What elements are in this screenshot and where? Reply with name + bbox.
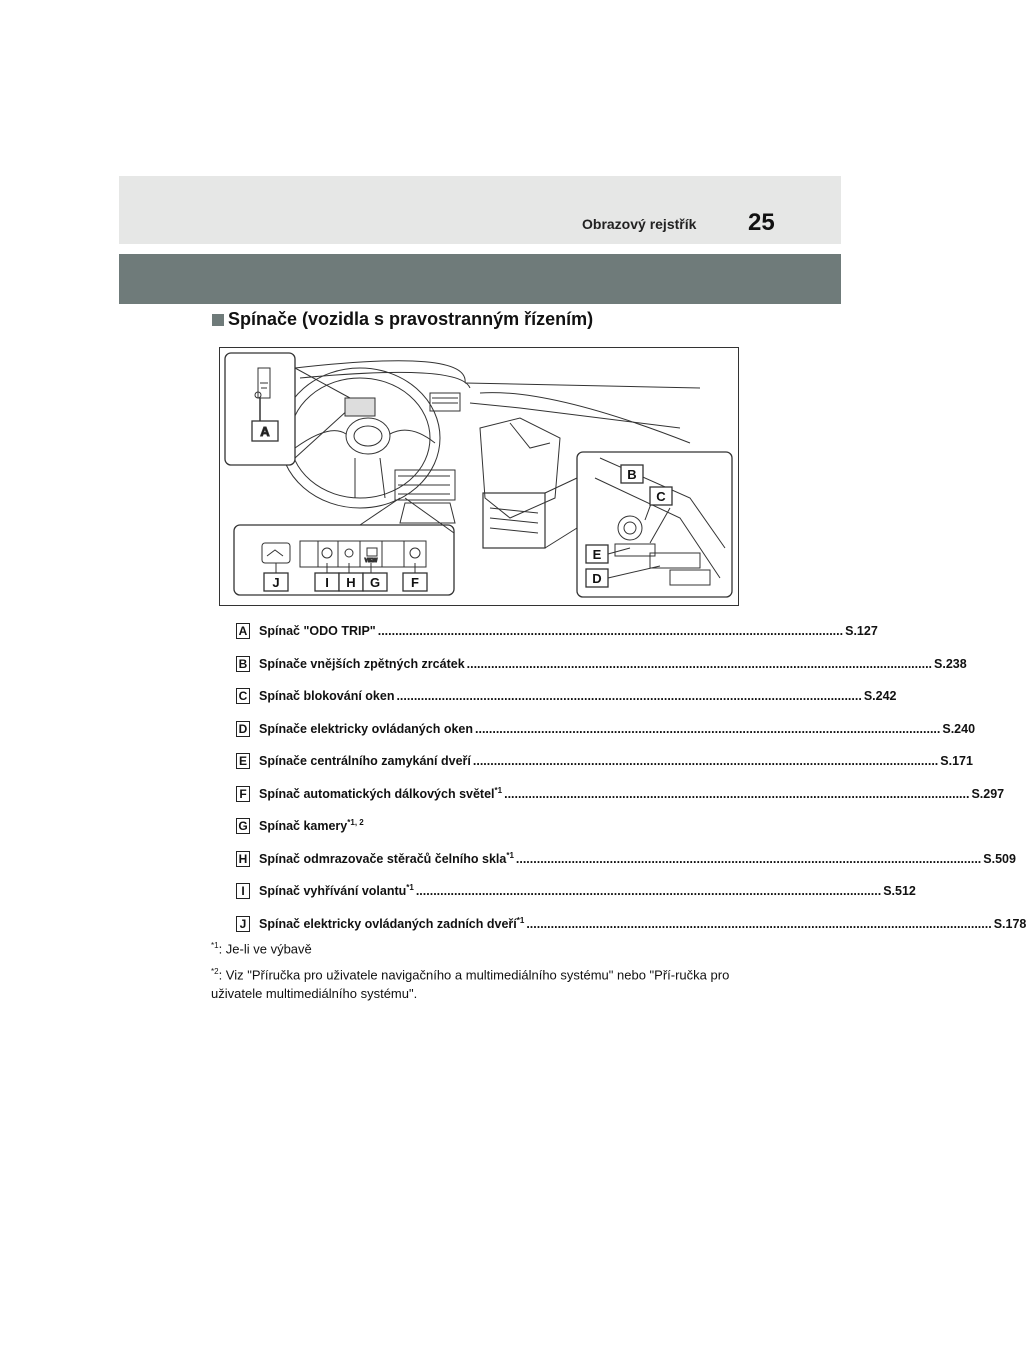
leader-dots: ...................................................................................................................................... [396,689,862,703]
section-title: Spínače (vozidla s pravostranným řízením) [228,309,594,329]
legend-letter: E [236,753,250,769]
legend-item [236,913,1026,935]
section-square-icon [212,314,224,326]
callout-j: J [272,575,280,590]
page-reference[interactable]: S.171 [940,754,973,768]
legend-letter: F [236,786,250,802]
page-reference[interactable]: S.509 [983,851,1016,866]
leader-dots: ...................................................................................................................................... [504,786,970,801]
callout-i: I [325,575,329,590]
legend-item [236,685,897,707]
legend-label: Spínač odmrazovače stěračů čelního skla$^{*1}$ [259,850,514,867]
footnote-text: : Je-li ve výbavě [218,941,312,957]
footnote-text: : Viz "Příručka pro uživatele navigačního a multimediálního systému" nebo "Pří-ručka pro uživatele multimediálního systému". [211,967,730,1002]
legend-item [236,653,967,675]
dashboard-drawing [220,348,738,605]
leader-dots: ...................................................................................................................................... [377,624,844,638]
footnote-mark: *1, 2 [347,818,364,828]
legend-letter: D [236,721,250,737]
page-number: 25 [748,209,775,236]
footnote-mark: *1 [516,915,525,925]
legend-item [236,815,722,837]
callout-a: A [260,424,270,439]
page-reference[interactable]: S.127 [845,624,878,638]
legend-item [236,620,878,642]
callout-c: C [656,489,666,504]
page-reference[interactable]: S.512 [883,884,916,898]
legend-item [236,718,976,740]
page-reference[interactable]: S.297 [971,786,1005,801]
footnote-mark: *1 [506,850,514,860]
leader-dots: ...................................................................................................................................... [526,916,992,931]
legend-label: Spínač automatických dálkových světel$^{*1}$ [259,785,503,802]
leader-dots: ...................................................................................................................................... [475,721,941,736]
footnote-2 [211,962,731,1003]
legend-letter: H [236,851,250,867]
leader-dots: ...................................................................................................................................... [415,884,882,898]
legend-label: Spínač blokování oken [259,689,395,703]
legend-label: Spínače vnějších zpětných zrcátek [259,656,465,671]
page-reference[interactable]: S.178 [993,916,1026,931]
leader-dots: ...................................................................................................................................... [515,851,982,866]
legend-label: Spínač vyhřívání volantu$^{*1}$ [259,883,414,899]
footnote-mark: *1 [406,883,414,893]
page-reference[interactable]: S.242 [863,689,897,703]
legend-letter: A [236,623,250,639]
footnote-mark: *1 [494,785,503,795]
header-title: Obrazový rejstřík [582,216,697,232]
legend-item [236,848,1016,870]
legend-letter: C [236,688,250,704]
legend-item [236,880,916,902]
legend-letter: J [236,916,250,932]
legend-letter: I [236,883,250,899]
callout-b: B [627,467,637,482]
view-button-text: VIEW [364,558,378,564]
callout-h: H [346,575,356,590]
footnote-1 [211,936,731,958]
legend-label: Spínač elektricky ovládaných zadních dveří$^{*1}$ [259,915,525,932]
section-heading [212,309,593,330]
page-reference[interactable]: S.238 [934,656,967,671]
callout-d: D [592,571,602,586]
legend-item [236,750,973,772]
legend-item [236,783,1005,805]
legend-label: Spínače centrálního zamykání dveří [259,754,471,768]
legend-letter: G [236,818,250,834]
callout-g: G [369,575,381,590]
footnote-marker: *2 [211,967,219,976]
page-reference[interactable]: S.240 [942,721,976,736]
switch-illustration [219,347,739,606]
legend-label: Spínač "ODO TRIP" [259,624,376,638]
legend-label: Spínače elektricky ovládaných oken [259,721,473,736]
leader-dots: ...................................................................................................................................... [472,754,939,768]
legend-label: Spínač kamery$^{*1, 2}$ [259,818,364,834]
callout-f: F [411,575,419,590]
footnote-marker: *1 [211,941,219,950]
legend-letter: B [236,656,250,672]
callout-e: E [592,547,602,562]
header-band [119,176,841,244]
header-dark-band [119,254,841,304]
leader-dots: ...................................................................................................................................... [466,656,933,671]
